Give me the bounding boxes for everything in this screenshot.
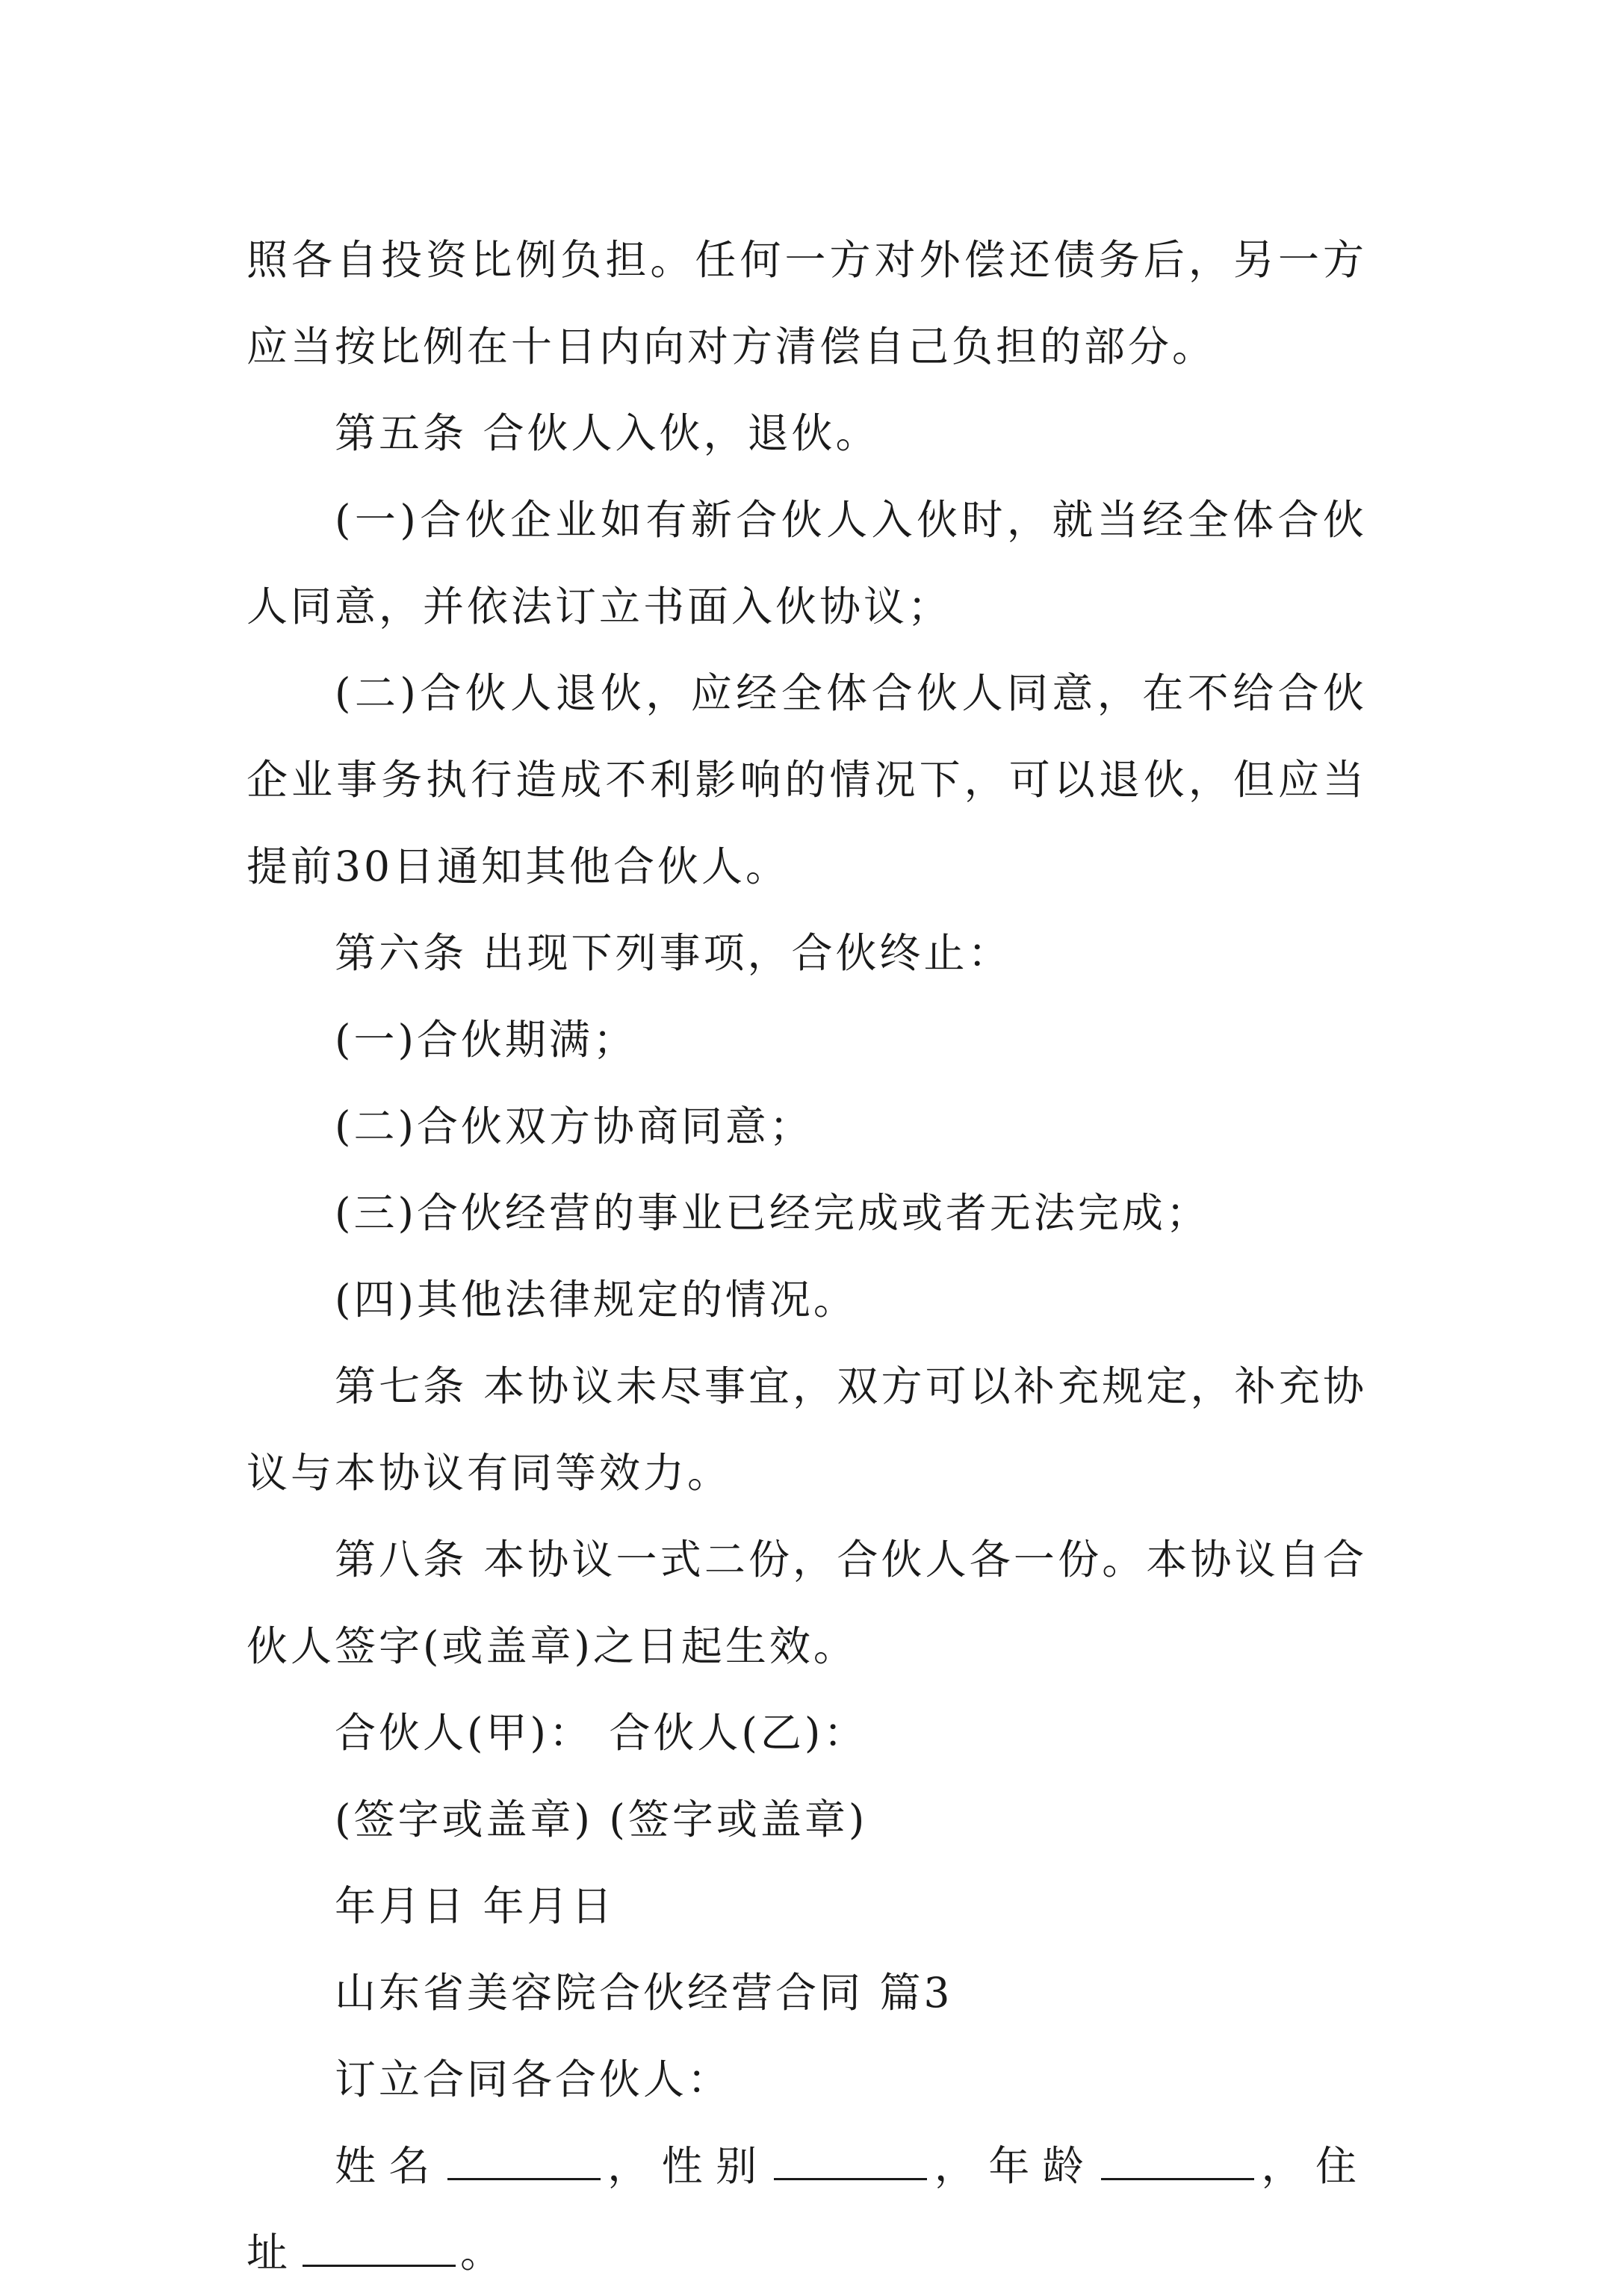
section-title: 山东省美容院合伙经营合同 篇3: [335, 1969, 953, 2017]
paragraph: (一)合伙企业如有新合伙人入伙时，就当经全体合伙人同意，并依法订立书面入伙协议；: [247, 496, 1367, 630]
list-item: (一)合伙期满；: [335, 1016, 637, 1064]
gender-blank: [774, 2142, 927, 2180]
age-label: 年龄: [988, 2142, 1097, 2190]
gender-label: 性别: [661, 2142, 770, 2190]
separator: ，: [931, 2142, 989, 2190]
signature-dates: 年月日 年月日: [335, 1882, 616, 1930]
article-7: 第七条 本协议未尽事宜，双方可以补充规定，补充协议与本协议有同等效力。: [247, 1362, 1367, 1497]
paragraph: 订立合同各合伙人：: [335, 2055, 732, 2103]
line-end: 。: [460, 2229, 512, 2277]
address-label: 住址: [247, 2142, 1367, 2277]
document-body: [247, 217, 1367, 2296]
list-item: (三)合伙经营的事业已经完成或者无法完成；: [335, 1189, 1210, 1237]
separator: ，: [604, 2142, 662, 2190]
age-blank: [1101, 2142, 1254, 2180]
party-fields-line: [247, 2123, 1367, 2296]
article-8: 第八条 本协议一式二份，合伙人各一份。本协议自合伙人签字(或盖章)之日起生效。: [247, 1536, 1367, 1670]
name-blank: [447, 2142, 601, 2180]
list-item: (四)其他法律规定的情况。: [335, 1276, 858, 1324]
article-5-heading: 第五条 合伙人入伙，退伙。: [335, 409, 880, 457]
signature-stamps: (签字或盖章) (签字或盖章): [335, 1796, 868, 1843]
name-label: 姓名: [335, 2142, 443, 2190]
address-blank: [303, 2229, 456, 2267]
signature-parties: 合伙人(甲)： 合伙人(乙)：: [335, 1709, 868, 1757]
separator: ，: [1259, 2142, 1315, 2190]
list-item: (二)合伙双方协商同意；: [335, 1102, 813, 1150]
paragraph: (二)合伙人退伙，应经全体合伙人同意，在不给合伙企业事务执行造成不利影响的情况下，可以退伙，但应当提前30日通知其他合伙人。: [247, 669, 1367, 890]
article-6-heading: 第六条 出现下列事项，合伙终止：: [335, 929, 1012, 977]
paragraph: 照各自投资比例负担。任何一方对外偿还债务后，另一方应当按比例在十日内向对方清偿自己负担的部分。: [247, 236, 1367, 370]
